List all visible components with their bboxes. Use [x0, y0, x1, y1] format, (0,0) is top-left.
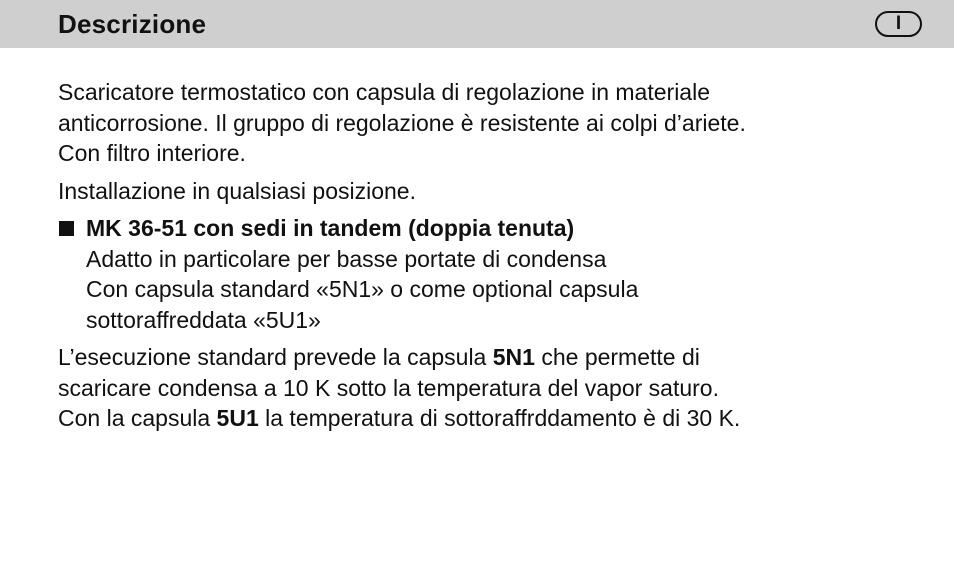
capsule-5u1-label: 5U1: [216, 405, 259, 431]
capsule-line-1-pre: L’esecuzione standard prevede la capsula: [58, 344, 493, 370]
capsule-line-1-post: che permette di: [534, 344, 700, 370]
bullet-line-2: Con capsula standard «5N1» o come optional capsula: [86, 276, 639, 302]
bullet-item: [58, 213, 918, 335]
installation-paragraph: Installazione in qualsiasi posizione.: [58, 177, 416, 204]
intro-line-2: anticorrosione. Il gruppo di regolazione è resistente ai colpi d’ariete.: [58, 109, 746, 136]
capsule-5n1-label: 5N1: [492, 344, 535, 370]
capsule-line-2: scaricare condensa a 10 K sotto la temperatura del vapor saturo.: [58, 374, 719, 401]
section-title: Descrizione: [58, 9, 207, 39]
capsule-line-3: [58, 403, 918, 434]
capsule-line-3-post: la temperatura di sottoraffrddamento è di 30 K.: [258, 405, 741, 431]
capsule-line-3-pre: Con la capsula: [58, 405, 217, 431]
language-badge: I: [875, 11, 922, 37]
capsule-line-1: [58, 342, 918, 373]
description-content: [58, 77, 918, 434]
square-bullet-icon: [59, 221, 74, 236]
capsule-paragraph: [58, 342, 918, 434]
section-header: [0, 0, 954, 48]
bullet-heading: MK 36-51 con sedi in tandem (doppia tenuta): [86, 215, 575, 241]
intro-line-1: Scaricatore termostatico con capsula di regolazione in materiale: [58, 79, 710, 105]
intro-paragraph: [58, 77, 918, 169]
bullet-line-3: sottoraffreddata «5U1»: [86, 306, 321, 333]
intro-line-3: Con filtro interiore.: [58, 140, 246, 166]
bullet-line-1: Adatto in particolare per basse portate di condensa: [86, 245, 607, 272]
